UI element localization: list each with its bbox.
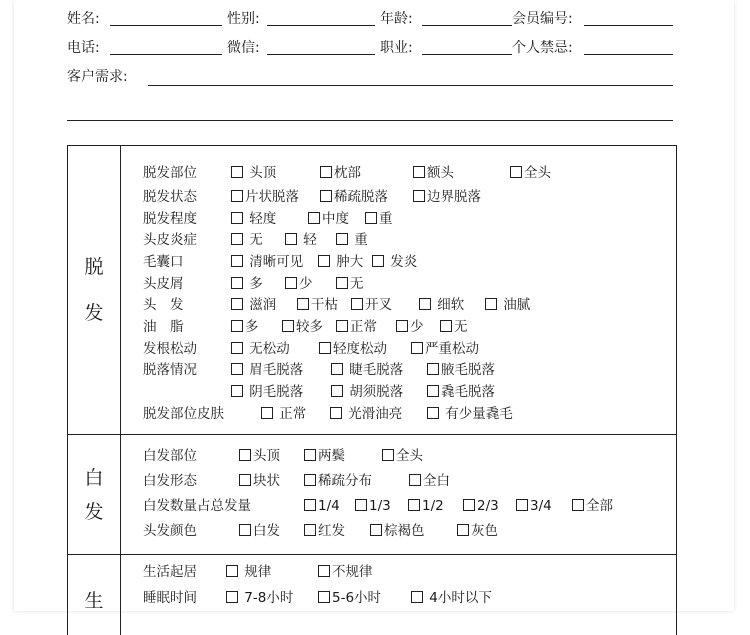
- option[interactable]: 严重松动: [411, 340, 479, 358]
- checkbox[interactable]: [510, 166, 522, 178]
- checkbox[interactable]: [308, 212, 320, 224]
- phone-label: 电话:: [67, 40, 100, 56]
- section-label: 白 发: [68, 435, 121, 554]
- option[interactable]: 7-8小时: [226, 589, 293, 607]
- option[interactable]: 轻度松动: [319, 340, 387, 358]
- section-hair-loss: [68, 146, 676, 435]
- checkbox[interactable]: [427, 385, 439, 397]
- checkbox[interactable]: [261, 407, 273, 419]
- checkbox[interactable]: [304, 449, 316, 461]
- checkbox[interactable]: [411, 591, 423, 603]
- checkbox[interactable]: [516, 499, 528, 511]
- job-field[interactable]: [422, 54, 512, 55]
- needs-field-line-2[interactable]: [67, 120, 673, 121]
- option[interactable]: 轻: [285, 231, 317, 249]
- section-white-hair: [68, 435, 676, 555]
- option[interactable]: 规律: [226, 563, 271, 581]
- option[interactable]: 发炎: [372, 253, 417, 271]
- checkbox[interactable]: [320, 190, 332, 202]
- checkbox[interactable]: [396, 320, 408, 332]
- checkbox[interactable]: [336, 320, 348, 332]
- checkbox[interactable]: [231, 342, 243, 354]
- checkbox[interactable]: [231, 277, 243, 289]
- checkbox[interactable]: [413, 166, 425, 178]
- checkbox[interactable]: [231, 385, 243, 397]
- checkbox[interactable]: [351, 298, 363, 310]
- phone-field[interactable]: [110, 54, 222, 55]
- checkbox[interactable]: [485, 298, 497, 310]
- checkbox[interactable]: [413, 190, 425, 202]
- age-label: 年龄:: [380, 11, 413, 27]
- option[interactable]: 稀疏脱落: [320, 188, 388, 206]
- name-label: 姓名:: [67, 11, 100, 27]
- option[interactable]: 灰色: [457, 522, 498, 540]
- gender-field[interactable]: [267, 25, 375, 26]
- checkbox[interactable]: [320, 166, 332, 178]
- checkbox[interactable]: [231, 363, 243, 375]
- checkbox[interactable]: [370, 524, 382, 536]
- checkbox[interactable]: [330, 407, 342, 419]
- checkbox[interactable]: [318, 591, 330, 603]
- row-label: 白发形态: [143, 473, 197, 489]
- checkbox[interactable]: [427, 407, 439, 419]
- gender-label: 性别:: [227, 11, 260, 27]
- checkbox[interactable]: [318, 255, 330, 267]
- section-label: 生: [68, 555, 121, 635]
- option[interactable]: 油腻: [485, 296, 530, 314]
- checkbox[interactable]: [411, 342, 423, 354]
- checkbox[interactable]: [231, 166, 243, 178]
- option[interactable]: 正常: [261, 405, 306, 423]
- checkbox[interactable]: [409, 474, 421, 486]
- option[interactable]: 腋毛脱落: [427, 361, 495, 379]
- option[interactable]: 干枯: [297, 296, 338, 314]
- option[interactable]: 2/3: [463, 497, 499, 515]
- option[interactable]: 中度: [308, 210, 349, 228]
- checkbox[interactable]: [239, 474, 251, 486]
- row-label: 脱发状态: [143, 189, 197, 205]
- checkbox[interactable]: [331, 363, 343, 375]
- option[interactable]: 毳毛脱落: [427, 383, 495, 401]
- option[interactable]: 1/4: [304, 497, 340, 515]
- option[interactable]: 块状: [239, 472, 280, 490]
- option[interactable]: 较多: [282, 318, 323, 336]
- option[interactable]: 重: [365, 210, 393, 228]
- option[interactable]: 无: [231, 231, 263, 249]
- option[interactable]: 两鬓: [304, 447, 345, 465]
- row-label: 脱发部位: [143, 165, 197, 181]
- option[interactable]: 不规律: [318, 563, 373, 581]
- assessment-table: [67, 145, 677, 635]
- option[interactable]: 全部: [572, 497, 613, 515]
- checkbox[interactable]: [457, 524, 469, 536]
- checkbox[interactable]: [319, 342, 331, 354]
- checkbox[interactable]: [336, 233, 348, 245]
- option[interactable]: 红发: [304, 522, 345, 540]
- section-lifestyle: [68, 555, 676, 635]
- option[interactable]: 无松动: [231, 340, 290, 358]
- option[interactable]: 眉毛脱落: [231, 361, 303, 379]
- option[interactable]: 清晰可见: [231, 253, 303, 271]
- taboo-label: 个人禁忌:: [512, 40, 573, 56]
- option[interactable]: 全头: [382, 447, 423, 465]
- option[interactable]: 多: [231, 275, 263, 293]
- row-label: 白发数量占总发量: [143, 498, 251, 514]
- checkbox[interactable]: [231, 212, 243, 224]
- option[interactable]: 稀疏分布: [304, 472, 372, 490]
- option[interactable]: 边界脱落: [413, 188, 481, 206]
- row-label: 白发部位: [143, 448, 197, 464]
- row-label: 头 发: [143, 297, 184, 313]
- job-label: 职业:: [380, 40, 413, 56]
- option[interactable]: 正常: [336, 318, 377, 336]
- option[interactable]: 轻度: [231, 210, 276, 228]
- checkbox[interactable]: [304, 499, 316, 511]
- option[interactable]: 头顶: [239, 447, 280, 465]
- checkbox[interactable]: [226, 591, 238, 603]
- checkbox[interactable]: [427, 363, 439, 375]
- option[interactable]: 3/4: [516, 497, 552, 515]
- option[interactable]: 滋润: [231, 296, 276, 314]
- option[interactable]: 多: [231, 318, 259, 336]
- row-label: 油 脂: [143, 319, 184, 335]
- checkbox[interactable]: [239, 524, 251, 536]
- checkbox[interactable]: [336, 277, 348, 289]
- checkbox[interactable]: [231, 255, 243, 267]
- option[interactable]: 重: [336, 231, 368, 249]
- option[interactable]: 开叉: [351, 296, 392, 314]
- option[interactable]: 有少量毳毛: [427, 405, 513, 423]
- row-label: 睡眠时间: [143, 590, 197, 606]
- wechat-field[interactable]: [267, 54, 375, 55]
- row-label: 脱发程度: [143, 211, 197, 227]
- checkbox[interactable]: [304, 474, 316, 486]
- name-field[interactable]: [110, 25, 222, 26]
- checkbox[interactable]: [419, 298, 431, 310]
- option[interactable]: 细软: [419, 296, 464, 314]
- row-label: 毛囊口: [143, 254, 184, 270]
- row-label: 发根松动: [143, 341, 197, 357]
- checkbox[interactable]: [231, 190, 243, 202]
- option[interactable]: 胡须脱落: [331, 383, 403, 401]
- option[interactable]: 4小时以下: [411, 589, 492, 607]
- option[interactable]: 1/3: [355, 497, 391, 515]
- option[interactable]: 片状脱落: [231, 188, 299, 206]
- option[interactable]: 无: [440, 318, 468, 336]
- checkbox[interactable]: [572, 499, 584, 511]
- checkbox[interactable]: [285, 277, 297, 289]
- row-label: 头皮炎症: [143, 232, 197, 248]
- option[interactable]: 阴毛脱落: [231, 383, 303, 401]
- checkbox[interactable]: [231, 320, 243, 332]
- checkbox[interactable]: [304, 524, 316, 536]
- checkbox[interactable]: [231, 233, 243, 245]
- option[interactable]: 光滑油亮: [330, 405, 402, 423]
- wechat-label: 微信:: [227, 40, 260, 56]
- option[interactable]: 肿大: [318, 253, 363, 271]
- option[interactable]: 少: [285, 275, 313, 293]
- checkbox[interactable]: [282, 320, 294, 332]
- option[interactable]: 额头: [413, 164, 454, 182]
- checkbox[interactable]: [365, 212, 377, 224]
- checkbox[interactable]: [239, 449, 251, 461]
- row-label: 头发颜色: [143, 523, 197, 539]
- checkbox[interactable]: [285, 233, 297, 245]
- option[interactable]: 无: [336, 275, 364, 293]
- checkbox[interactable]: [331, 385, 343, 397]
- checkbox[interactable]: [226, 565, 238, 577]
- member-no-label: 会员编号:: [512, 11, 573, 27]
- option[interactable]: 少: [396, 318, 424, 336]
- checkbox[interactable]: [440, 320, 452, 332]
- checkbox[interactable]: [372, 255, 384, 267]
- checkbox[interactable]: [408, 499, 420, 511]
- checkbox[interactable]: [355, 499, 367, 511]
- checkbox[interactable]: [318, 565, 330, 577]
- row-label: 生活起居: [143, 564, 197, 580]
- row-label: 脱落情况: [143, 362, 197, 378]
- row-label: 头皮屑: [143, 276, 184, 292]
- checkbox[interactable]: [463, 499, 475, 511]
- checkbox[interactable]: [231, 298, 243, 310]
- row-label: 脱发部位皮肤: [143, 406, 224, 422]
- checkbox[interactable]: [382, 449, 394, 461]
- member-no-field[interactable]: [584, 25, 673, 26]
- option[interactable]: 全白: [409, 472, 450, 490]
- option[interactable]: 1/2: [408, 497, 444, 515]
- option[interactable]: 白发: [239, 522, 280, 540]
- option[interactable]: 棕褐色: [370, 522, 425, 540]
- option[interactable]: 头顶: [231, 164, 276, 182]
- option[interactable]: 枕部: [320, 164, 361, 182]
- checkbox[interactable]: [297, 298, 309, 310]
- option[interactable]: 全头: [510, 164, 551, 182]
- section-label: 脱 发: [68, 146, 121, 434]
- option[interactable]: 5-6小时: [318, 589, 381, 607]
- needs-field[interactable]: [148, 85, 673, 86]
- age-field[interactable]: [422, 25, 512, 26]
- option[interactable]: 睫毛脱落: [331, 361, 403, 379]
- needs-label: 客户需求:: [67, 69, 128, 85]
- taboo-field[interactable]: [584, 54, 673, 55]
